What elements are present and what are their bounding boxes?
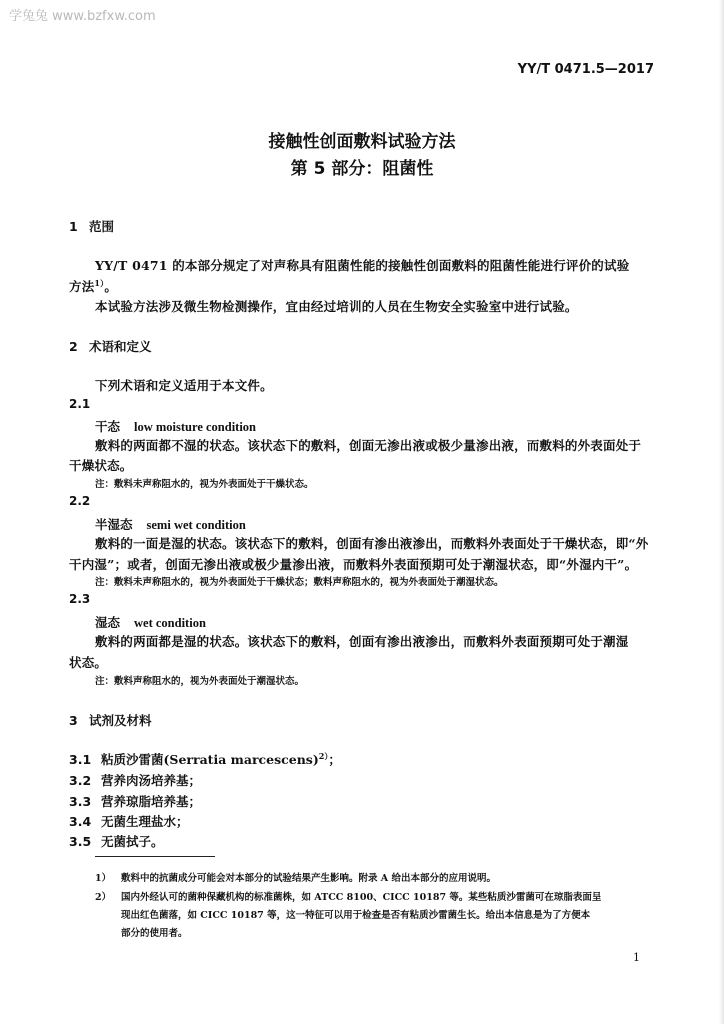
page-number: 1 [633,951,640,964]
scope-text-end: 。 [104,279,118,294]
term-2-3 [95,613,206,631]
list-item [69,832,164,850]
scope-text: 方法 [69,279,95,294]
item-text: 无菌拭子。 [101,834,164,849]
term-2-3-note: 注：敷料声称阻水的，视为外表面处于潮湿状态。 [95,676,305,687]
footnote-2-line-2: 现出红色菌落，如 CICC 10187 等，这一特征可以用于检查是否有粘质沙雷菌生长。给出本信息是为了方便本 [121,910,591,921]
term-zh: 湿态 [95,615,121,630]
term-2-1-definition-line-1: 敷料的两面都不湿的状态。该状态下的敷料，创面无渗出液或极少量渗出液，而敷料的外表面处于 [95,438,642,453]
term-number-2-1: 2.1 [69,397,91,411]
item-text-end: ； [328,752,341,767]
footnote-2-line-1: 国内外经认可的菌种保藏机构的标准菌株，如 ATCC 8100、CICC 10187 等。某些粘质沙雷菌可在琼脂表面呈 [121,892,602,903]
footnote-ref-2: 2） [318,750,329,761]
term-number-2-3: 2.3 [69,592,91,606]
document-subtitle: 第 5 部分：阻菌性 [290,159,434,179]
term-number-2-2: 2.2 [69,494,91,508]
item-text: 粘质沙雷菌(Serratia marcescens) [101,752,319,767]
section-number: 1 [69,219,78,234]
term-2-2 [95,515,246,533]
term-2-1-definition-line-2: 干燥状态。 [69,458,133,473]
item-text: 无菌生理盐水； [101,814,189,829]
footnote-1-text: 敷料中的抗菌成分可能会对本部分的试验结果产生影响。附录 A 给出本部分的应用说明。 [121,873,496,884]
section-number: 2 [69,339,78,354]
footnote-2-line-3: 部分的使用者。 [121,928,188,939]
scope-paragraph-1-line-2 [69,277,117,295]
section-number: 3 [69,713,78,728]
footnote-divider [95,856,215,857]
footnote-ref-1: 1） [94,277,105,288]
watermark: 学兔兔 www.bzfxw.com [9,9,156,24]
section-2-heading [69,337,152,355]
list-item [69,812,189,830]
term-en: semi wet condition [146,518,246,532]
list-item [69,750,341,768]
terms-intro: 下列术语和定义适用于本文件。 [95,378,273,393]
section-title: 术语和定义 [89,339,152,354]
item-text: 营养肉汤培养基； [101,773,202,788]
section-title: 范围 [89,219,115,234]
item-number: 3.5 [69,834,92,849]
list-item [69,792,201,810]
term-zh: 干态 [95,419,121,434]
list-item [69,771,201,789]
term-2-1-note: 注：敷料未声称阻水的，视为外表面处于干燥状态。 [95,479,314,490]
item-number: 3.3 [69,794,92,809]
term-2-3-definition-line-2: 状态。 [69,655,108,670]
term-2-2-definition-line-2: 干内湿”；或者，创面无渗出液或极少量渗出液，而敷料外表面预期可处于潮湿状态，即“外湿内干”。 [69,557,638,572]
footnote-1-number: 1） [95,873,112,884]
standard-number: YY/T 0471.5—2017 [517,62,654,77]
term-2-2-definition-line-1: 敷料的一面是湿的状态。该状态下的敷料，创面有渗出液渗出，而敷料外表面处于干燥状态，即“外 [95,536,649,551]
term-2-3-definition-line-1: 敷料的两面都是湿的状态。该状态下的敷料，创面有渗出液渗出，而敷料外表面预期可处于潮湿 [95,634,629,649]
term-2-1 [95,417,256,435]
term-2-2-note: 注：敷料未声称阻水的，视为外表面处于干燥状态；敷料声称阻水的，视为外表面处于潮湿状态。 [95,577,504,588]
page-edge-shadow [719,0,724,1024]
item-number: 3.2 [69,773,92,788]
footnote-2-number: 2） [95,892,112,903]
document-title: 接触性创面敷料试验方法 [268,132,456,152]
item-number: 3.4 [69,814,92,829]
term-en: wet condition [134,616,206,630]
item-number: 3.1 [69,752,92,767]
item-text: 营养琼脂培养基； [101,794,202,809]
term-zh: 半湿态 [95,517,133,532]
section-3-heading [69,711,152,729]
scope-paragraph-2: 本试验方法涉及微生物检测操作，宜由经过培训的人员在生物安全实验室中进行试验。 [95,299,578,314]
section-1-heading [69,217,114,235]
term-en: low moisture condition [134,420,257,434]
section-title: 试剂及材料 [89,713,152,728]
scope-paragraph-1-line-1: YY/T 0471 的本部分规定了对声称具有阻菌性能的接触性创面敷料的阻菌性能进行评价的试验 [95,258,630,273]
